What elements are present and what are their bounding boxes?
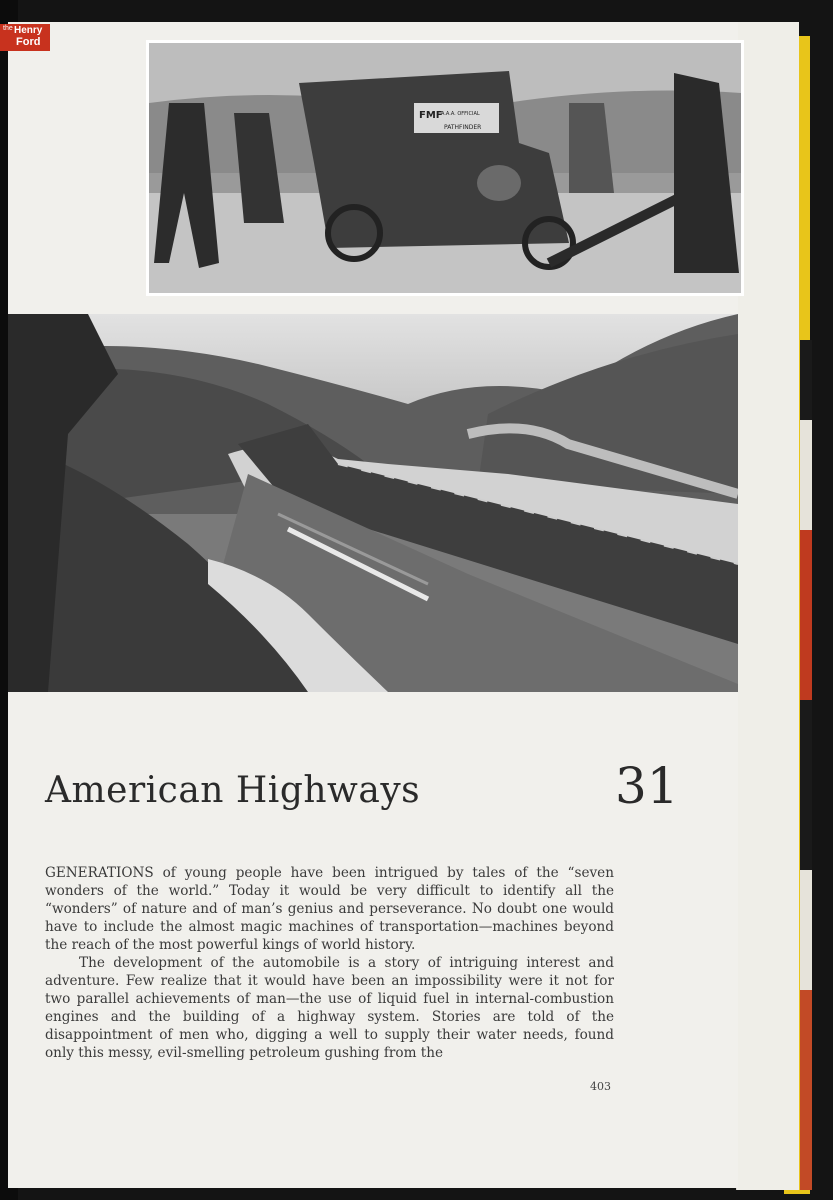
- cover-stripe: [800, 870, 812, 990]
- car-sign-line1: FMF: [419, 110, 443, 121]
- cover-stripe: [800, 530, 812, 700]
- logo-text-ford: Ford: [16, 36, 41, 48]
- logo-text-the: the: [3, 25, 13, 32]
- paragraph: GENERATIONS of young people have been intrigued by tales of the “seven wonders of the world.” Today it would be very difficult to identify all the “wonders” of nature and of man’s genius and perseverance. No doubt one would have to include the almost magic machines of transportation—machines beyond the reach of the most powerful kings of world history.: [45, 865, 614, 953]
- paragraph: The development of the automobile is a story of intriguing interest and adventure. Few realize that it would have been an impossibility were it not for two parallel achievements of man—the use of liquid fuel in internal-combustion engines and the building of a highway system. Stories are told of the disappointment of men who, digging a well to supply their water needs, found only this messy, evil-smelling petroleum gushing from the: [45, 955, 614, 1061]
- page-stack-edge: [736, 22, 799, 1190]
- cover-stripe: [800, 340, 812, 420]
- chapter-title: American Highways: [45, 770, 421, 811]
- cover-stripe: [800, 700, 812, 870]
- chapter-number: 31: [615, 757, 679, 815]
- henry-ford-logo: [0, 24, 50, 51]
- page-number: 403: [590, 1080, 611, 1093]
- vintage-car-photo: [146, 40, 744, 296]
- chapter-body: [45, 864, 614, 1062]
- cover-stripe: [800, 420, 812, 530]
- car-sign-line2: A.A.A. OFFICIAL: [441, 111, 480, 117]
- logo-text-henry: Henry: [14, 25, 43, 36]
- highway-photo: [8, 314, 738, 692]
- car-sign-line3: PATHFINDER: [444, 124, 482, 131]
- cover-stripe: [800, 990, 812, 1190]
- book-page: [8, 22, 738, 1188]
